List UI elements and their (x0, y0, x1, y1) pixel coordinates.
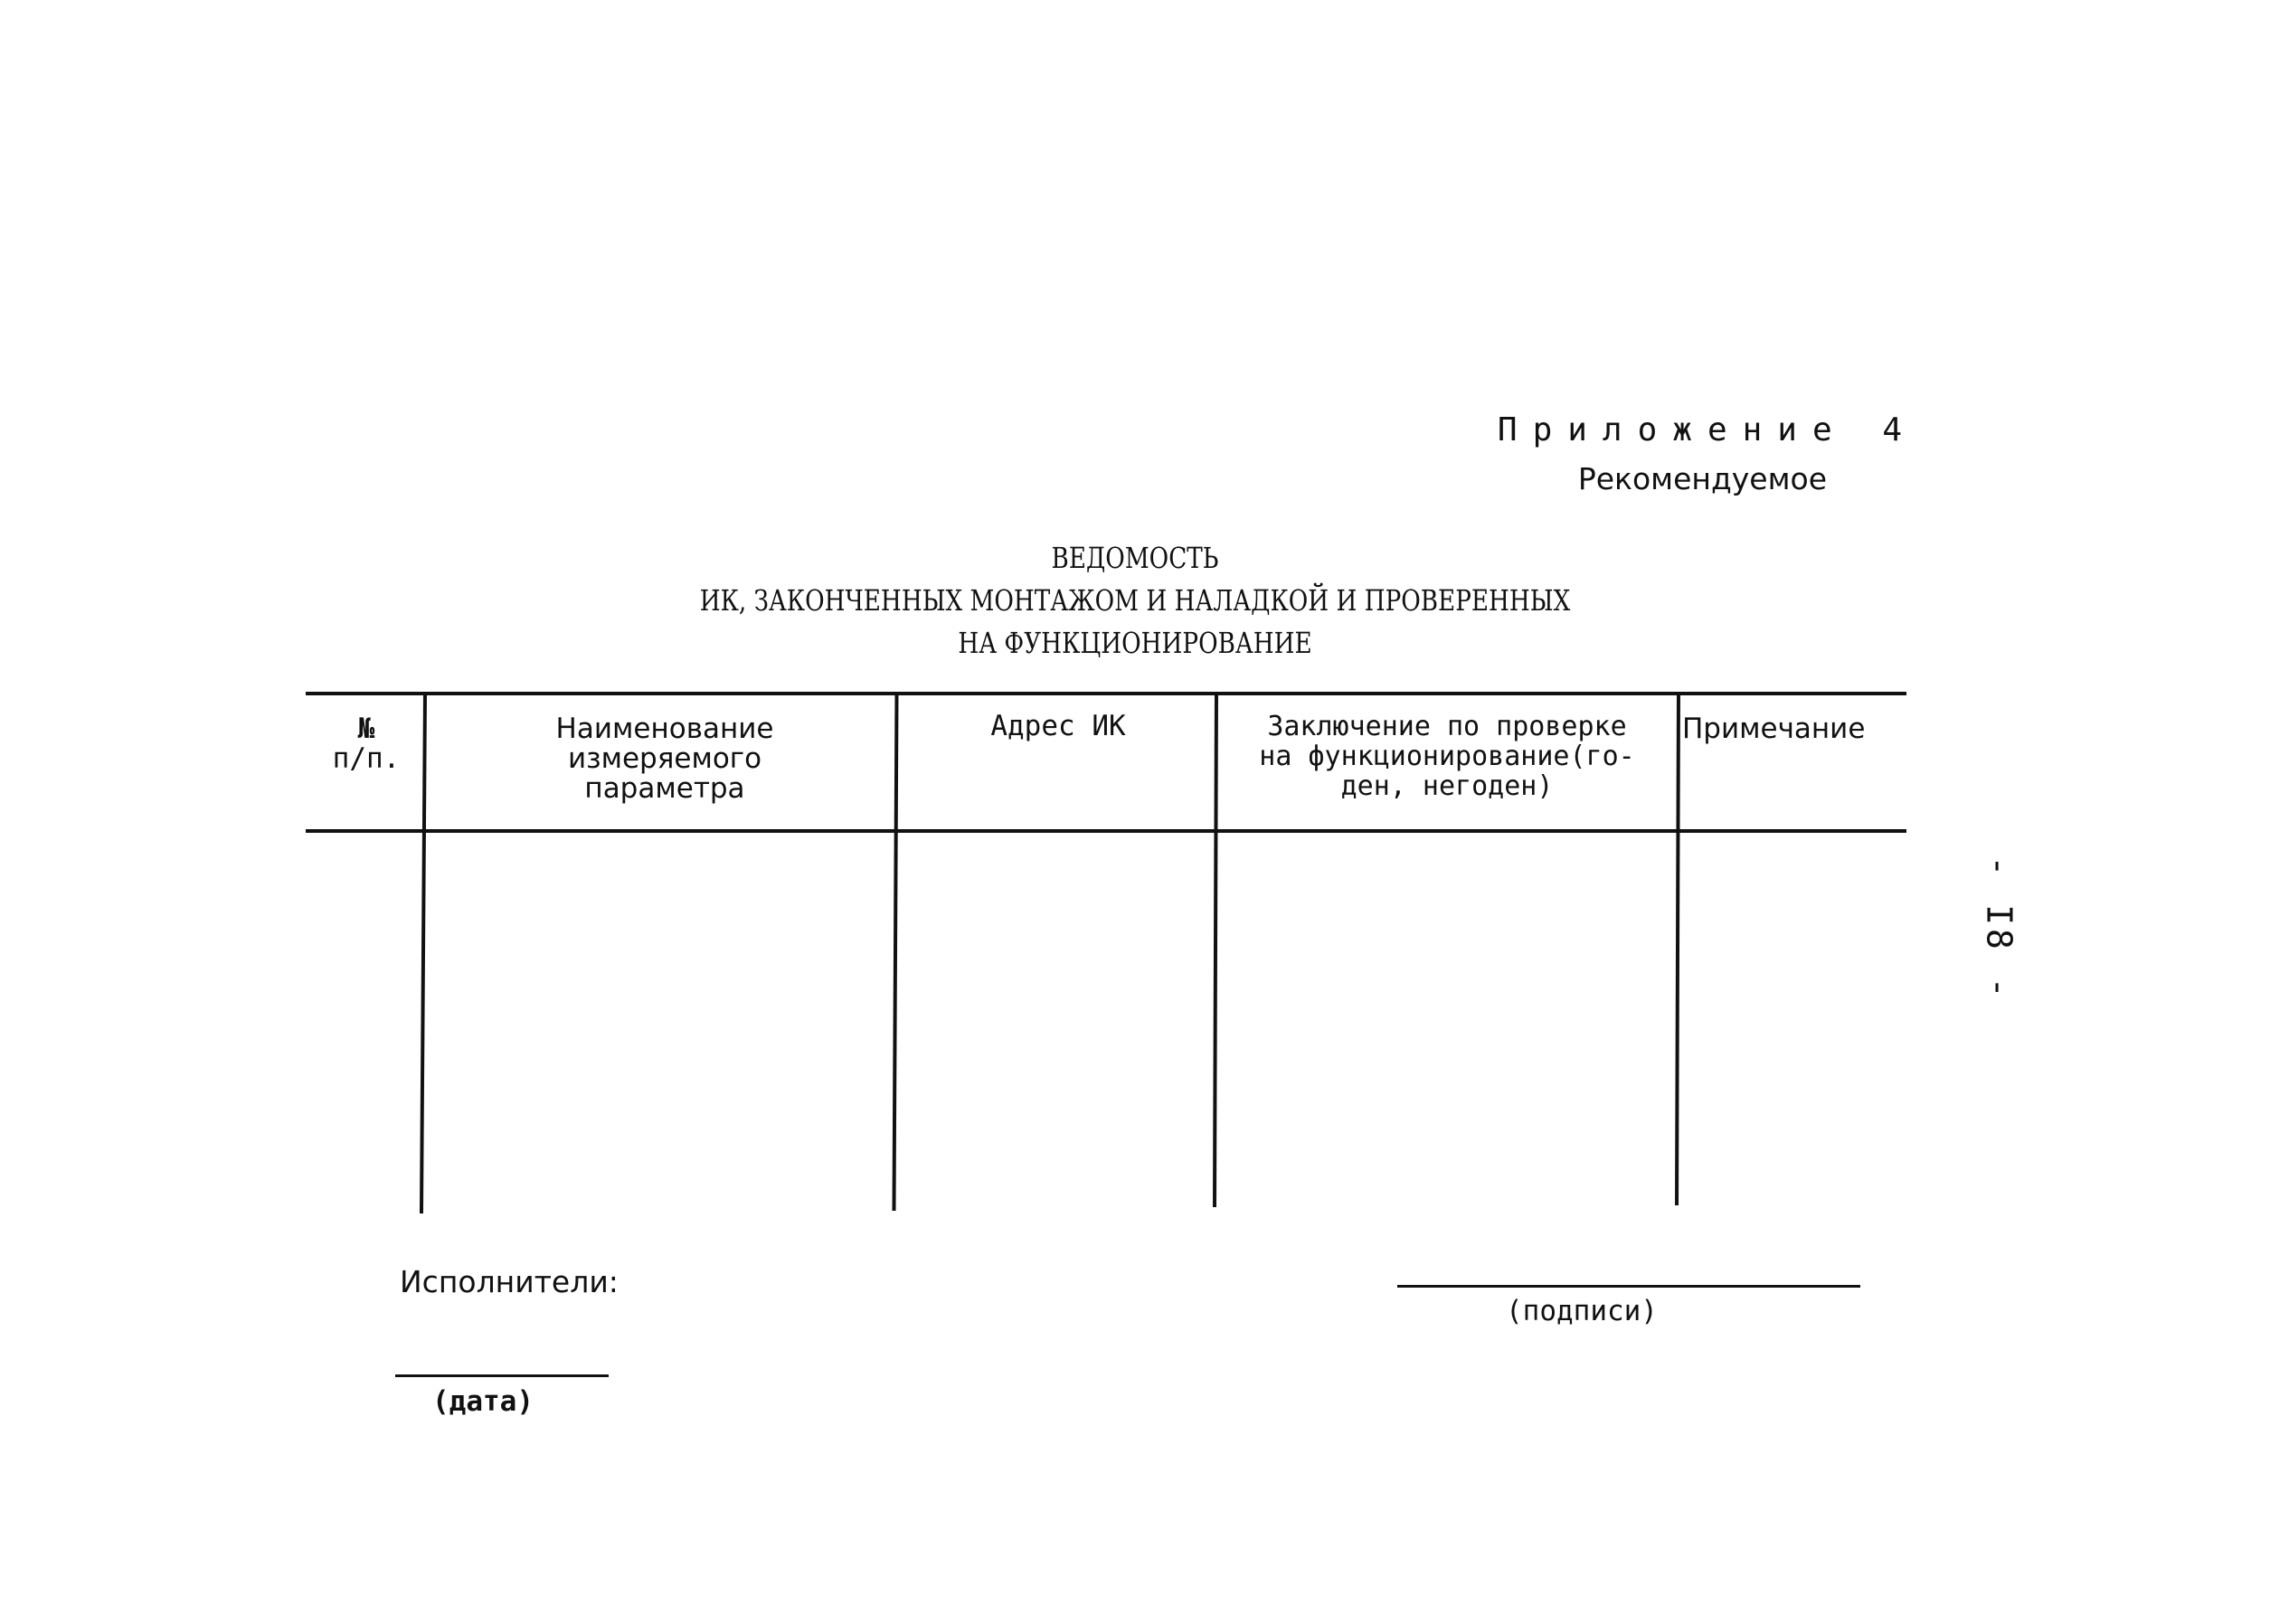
document-subtitle-line-1: ИК, ЗАКОНЧЕННЫХ МОНТАЖОМ И НАЛАДКОЙ И ПРОВЕРЕННЫХ (699, 583, 1571, 618)
document-title: ВЕДОМОСТЬ (1051, 541, 1219, 575)
header-conclusion-line: на функционирование(го- (1259, 741, 1635, 772)
table-top-border (306, 692, 1906, 695)
header-parameter-line: параметра (584, 772, 745, 805)
performers-label: Исполнители: (400, 1264, 619, 1299)
header-number-line: п/п. (332, 742, 401, 775)
header-number (317, 714, 416, 774)
table-column-divider (420, 694, 427, 1213)
header-parameter-line: Наименование (555, 713, 774, 745)
header-conclusion-line: Заключение по проверке (1267, 711, 1627, 742)
table-column-divider (1213, 694, 1218, 1207)
page-number: - I8 - (1979, 855, 2019, 1002)
header-note (1682, 714, 1881, 744)
date-line (395, 1374, 609, 1377)
date-caption: (дата) (432, 1385, 534, 1418)
table-header-border (306, 829, 1906, 833)
header-conclusion (1223, 712, 1671, 801)
document-subtitle-line-2: НА ФУНКЦИОНИРОВАНИЕ (958, 626, 1312, 660)
table-column-divider (893, 694, 899, 1211)
signatures-caption: (подписи) (1506, 1295, 1658, 1327)
table-column-divider (1675, 694, 1680, 1205)
header-parameter (452, 714, 877, 804)
header-address-line: Адрес ИК (990, 710, 1126, 742)
header-parameter-line: измеряемого (567, 742, 762, 775)
header-note-line: Примечание (1682, 713, 1866, 745)
appendix-label: Приложение 4 (1497, 411, 1917, 448)
appendix-status: Рекомендуемое (1577, 461, 1827, 496)
header-address (904, 712, 1212, 741)
signature-line (1397, 1285, 1860, 1288)
header-number-line: № (357, 713, 375, 745)
header-conclusion-line: ден, негоден) (1340, 770, 1554, 802)
